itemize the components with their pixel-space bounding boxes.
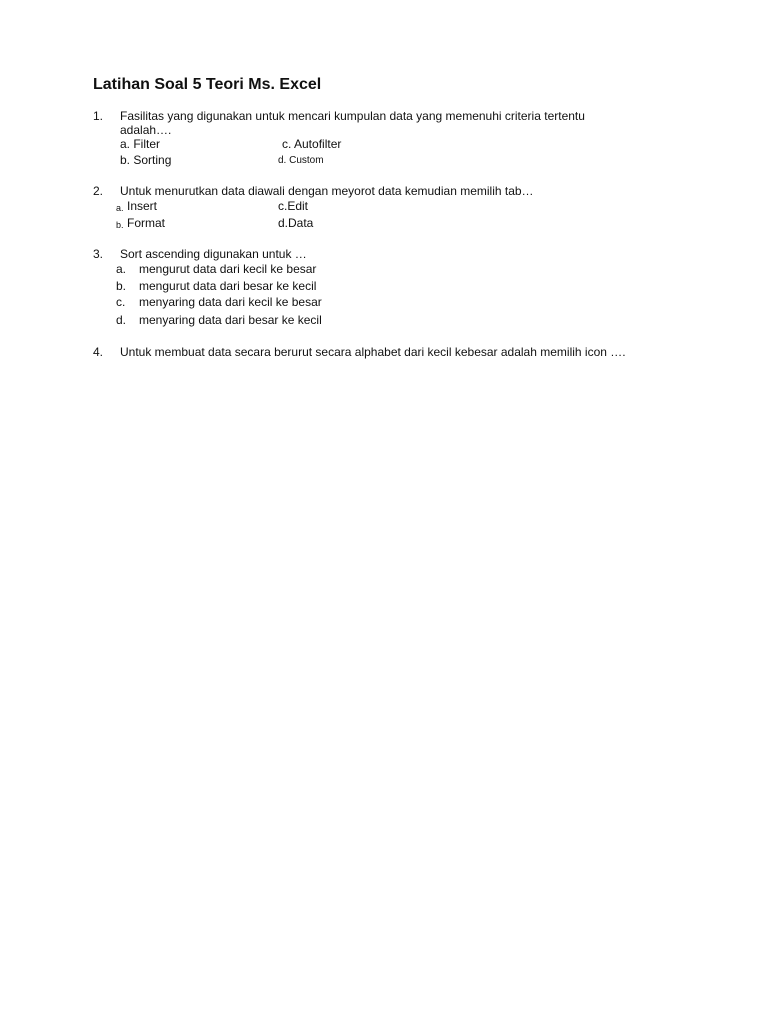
question-2-option-b: Format (127, 216, 166, 230)
question-3-text: Sort ascending digunakan untuk … (120, 247, 307, 261)
question-3-option-c: menyaring data dari kecil ke besar (139, 295, 322, 309)
question-4-number: 4. (93, 345, 104, 359)
question-1-option-b: b. Sorting (120, 153, 172, 167)
question-3-option-b-marker: b. (116, 279, 127, 293)
question-1-option-a: a. Filter (120, 137, 161, 151)
question-1-text-line1: Fasilitas yang digunakan untuk mencari kumpulan data yang memenuhi criteria tertentu (120, 109, 585, 123)
question-2-option-c: c.Edit (278, 199, 309, 213)
question-2-number: 2. (93, 184, 104, 198)
question-3-option-a-marker: a. (116, 262, 127, 276)
question-3-option-b: mengurut data dari besar ke kecil (139, 279, 317, 293)
question-2-option-b-marker: b. (116, 220, 124, 230)
question-3-option-d: menyaring data dari besar ke kecil (139, 313, 322, 327)
page-title: Latihan Soal 5 Teori Ms. Excel (93, 76, 322, 93)
question-3-number: 3. (93, 247, 104, 261)
question-3-option-d-marker: d. (116, 313, 127, 327)
question-1-option-d: d. Custom (278, 155, 324, 166)
question-2-option-a-marker: a. (116, 203, 124, 213)
question-3-option-c-marker: c. (116, 295, 126, 309)
question-2-option-d: d.Data (278, 216, 314, 230)
question-1-option-c: c. Autofilter (282, 137, 342, 151)
question-2-option-a: Insert (127, 199, 158, 213)
question-1-number: 1. (93, 109, 104, 123)
question-1-text-line2: adalah…. (120, 123, 172, 137)
question-4-text: Untuk membuat data secara berurut secara alphabet dari kecil kebesar adalah memilih icon …. (120, 345, 626, 359)
question-3-option-a: mengurut data dari kecil ke besar (139, 262, 317, 276)
question-2-text: Untuk menurutkan data diawali dengan meyorot data kemudian memilih tab… (120, 184, 534, 198)
